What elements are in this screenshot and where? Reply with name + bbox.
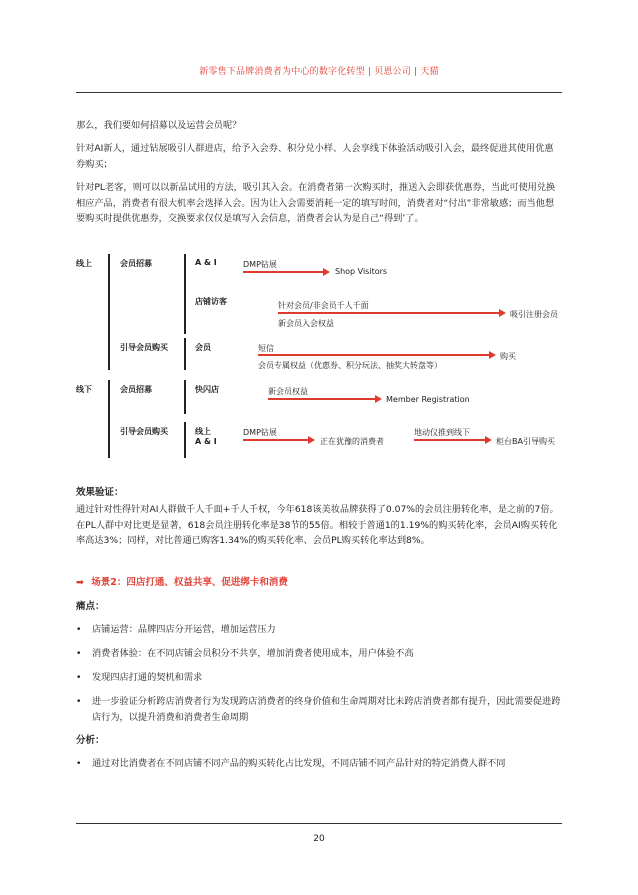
effect-title: 效果验证： <box>76 487 124 498</box>
arrow-dmp-to-hesitant <box>243 439 309 441</box>
label-offline: 线下 <box>76 385 92 394</box>
text-target-members: 针对会员/非会员千人千面 <box>278 301 369 310</box>
label-recruit-online: 会员招募 <box>120 259 152 268</box>
arrow-to-counter-ba <box>414 439 486 441</box>
list-item <box>76 756 562 788</box>
arrow-to-buy <box>258 354 490 356</box>
running-header: 新零售下品牌消费者为中心的数字化转型 | 贝恩公司 | 天猫 <box>199 67 439 77</box>
text-push-offline: 地动仪推到线下 <box>414 428 470 437</box>
label-member: 会员 <box>195 343 211 352</box>
text-dmp-2: DMP钻展 <box>243 428 277 437</box>
arrow-right-icon: ➡ <box>76 577 84 588</box>
online-bracket <box>108 254 110 370</box>
list-item <box>76 694 562 726</box>
offline-bracket <box>108 380 110 458</box>
scene2-title: 场景2：四店打通、权益共享、促进绑卡和消费 <box>91 577 288 588</box>
list-item <box>76 646 562 662</box>
label-recruit-offline: 会员招募 <box>120 385 152 394</box>
guide-offline-bracket <box>184 422 186 458</box>
intro-paragraph-ai: 针对AI新人，通过钻展吸引人群进店，给予入会券、积分兑小样、人会享线下体验活动吸引入会，最终促进其使用优惠券购买； <box>76 143 554 170</box>
bullet-icon: • <box>76 672 82 683</box>
pain-item-1: 店铺运营：品牌四店分开运营，增加运营压力 <box>92 624 276 635</box>
pain-item-3: 发现四店打通的契机和需求 <box>92 672 203 683</box>
label-online: 线上 <box>76 259 92 268</box>
intro-paragraph-pl: 针对PL老客，则可以以新品试用的方法，吸引其入会。在消费者第一次购买时，推送入会即获优惠券，当此可使用兑换相应产品，消费者有很大机率会选择入会。因为让入会需要消耗一定的填写时间，消费者对“付出”非常敏感；而当他想要购买时提供优惠券，交换要求仅仅是填写入会信息，消费者会认为是自己“得到’了。 <box>76 182 556 224</box>
pain-title: 痛点： <box>76 601 105 612</box>
pain-item-4: 进一步验证分析跨店消费者行为发现跨店消费者的终身价值和生命周期对比未跨店消费者都有提升，因此需要促进跨店行为，以提升消费和消费者生命周期 <box>92 696 561 723</box>
label-online-ai-2: A & I <box>195 437 217 446</box>
analysis-title: 分析： <box>76 735 105 746</box>
arrow-to-member-registration <box>268 398 376 400</box>
text-attract-register: 吸引注册会员 <box>510 310 558 319</box>
label-online-ai-1: 线上 <box>195 427 211 436</box>
bullet-icon: • <box>76 758 82 769</box>
text-new-member-rights: 新会员入会权益 <box>278 319 334 328</box>
intro-question: 那么，我们要如何招募以及运营会员呢？ <box>76 120 242 131</box>
effect-paragraph: 通过针对性得针对AI人群做千人千面+千人千权，今年618该美妆品牌获得了0.07%的会员注册转化率，是之前的7倍。在PL人群中对比更是显著，618会员注册转化率是38节的55倍。相较于普通1的1.19%的购买转化率，会员AI购买转化率高达3%；同样，对比普通已购客1.34%的购买转化率、会员PL购买转化率达到8%。 <box>76 504 559 546</box>
header-divider <box>76 92 562 93</box>
text-member-registration: Member Registration <box>386 395 470 404</box>
label-popup-store: 快闪店 <box>195 385 219 394</box>
bullet-icon: • <box>76 648 82 659</box>
bullet-icon: • <box>76 624 82 635</box>
text-member-rights: 会员专属权益（优惠券、积分玩法、抽奖大转盘等） <box>258 361 442 370</box>
arrow-to-register <box>278 312 500 314</box>
label-guide-online: 引导会员购买 <box>120 343 168 352</box>
footer-divider <box>76 823 562 824</box>
text-hesitant-consumers: 正在犹豫的消费者 <box>320 437 384 446</box>
list-item <box>76 670 562 686</box>
scene2-heading <box>76 574 288 588</box>
recruit-offline-bracket <box>184 380 186 414</box>
pain-item-2: 消费者体验：在不同店铺会员积分不共享，增加消费者使用成本，用户体验不高 <box>92 648 414 659</box>
text-shop-visitors: Shop Visitors <box>335 267 388 276</box>
arrow-dmp-to-visitors <box>243 271 324 273</box>
bullet-icon: • <box>76 696 82 707</box>
text-sms: 短信 <box>258 344 274 353</box>
text-new-member-rights-2: 新会员权益 <box>268 387 308 396</box>
list-item <box>76 622 562 638</box>
text-counter-ba: 柜台BA引导购买 <box>496 437 555 446</box>
analysis-item-1: 通过对比消费者在不同店铺不同产品的购买转化占比发现，不同店铺不同产品针对的特定消费人群不同 <box>92 758 506 769</box>
text-dmp-1: DMP钻展 <box>243 260 277 269</box>
guide-online-bracket <box>184 338 186 370</box>
recruit-online-bracket <box>184 254 186 334</box>
label-guide-offline: 引导会员购买 <box>120 427 168 436</box>
label-store-visitor: 店铺访客 <box>195 297 227 306</box>
text-buy: 购买 <box>500 352 516 361</box>
page-number: 20 <box>313 834 325 844</box>
label-ai: A & I <box>195 258 217 267</box>
